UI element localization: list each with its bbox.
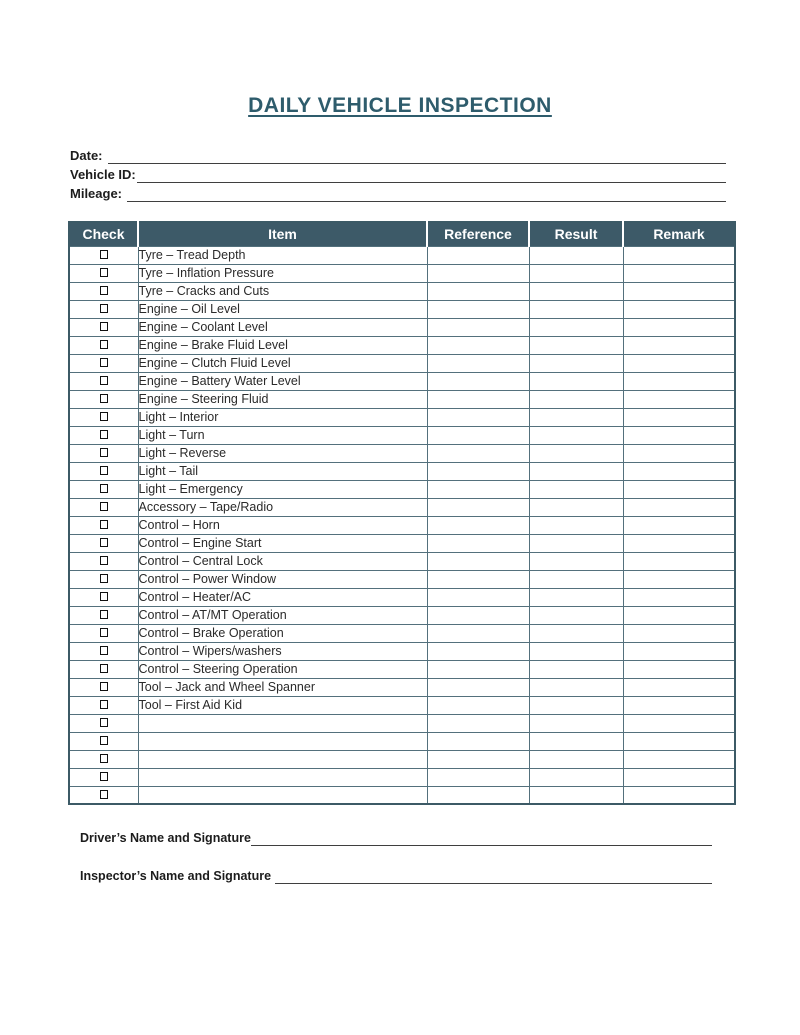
- checkbox-icon[interactable]: [100, 268, 108, 277]
- item-cell: Engine – Oil Level: [138, 300, 427, 318]
- result-cell[interactable]: [529, 588, 623, 606]
- result-cell[interactable]: [529, 642, 623, 660]
- checkbox-icon[interactable]: [100, 574, 108, 583]
- result-cell[interactable]: [529, 786, 623, 804]
- checkbox-icon[interactable]: [100, 304, 108, 313]
- checkbox-icon[interactable]: [100, 592, 108, 601]
- table-row: [69, 354, 735, 372]
- table-row: [69, 498, 735, 516]
- reference-cell[interactable]: [427, 282, 529, 300]
- item-cell: Control – Engine Start: [138, 534, 427, 552]
- item-cell: Control – Power Window: [138, 570, 427, 588]
- table-row: [69, 390, 735, 408]
- inspector-signature-row: [80, 867, 712, 884]
- reference-cell[interactable]: [427, 750, 529, 768]
- reference-cell[interactable]: [427, 336, 529, 354]
- item-cell: Tyre – Inflation Pressure: [138, 264, 427, 282]
- check-cell: [69, 444, 138, 462]
- remark-cell[interactable]: [623, 660, 735, 678]
- reference-cell[interactable]: [427, 300, 529, 318]
- result-cell[interactable]: [529, 570, 623, 588]
- column-header-remark: Remark: [623, 222, 735, 246]
- remark-cell[interactable]: [623, 498, 735, 516]
- result-cell[interactable]: [529, 264, 623, 282]
- table-row: [69, 300, 735, 318]
- check-cell: [69, 498, 138, 516]
- item-cell: Control – Wipers/washers: [138, 642, 427, 660]
- column-header-reference: Reference: [427, 222, 529, 246]
- result-cell[interactable]: [529, 336, 623, 354]
- remark-cell[interactable]: [623, 678, 735, 696]
- item-cell: Tyre – Cracks and Cuts: [138, 282, 427, 300]
- reference-cell[interactable]: [427, 372, 529, 390]
- checkbox-icon[interactable]: [100, 430, 108, 439]
- reference-cell[interactable]: [427, 390, 529, 408]
- table-row: [69, 768, 735, 786]
- checkbox-icon[interactable]: [100, 556, 108, 565]
- reference-cell[interactable]: [427, 516, 529, 534]
- remark-cell[interactable]: [623, 426, 735, 444]
- inspection-table: [68, 221, 736, 805]
- table-row: [69, 624, 735, 642]
- remark-cell[interactable]: [623, 642, 735, 660]
- check-cell: [69, 624, 138, 642]
- date-label: Date:: [70, 148, 103, 163]
- item-cell: Engine – Brake Fluid Level: [138, 336, 427, 354]
- item-cell: Control – AT/MT Operation: [138, 606, 427, 624]
- checkbox-icon[interactable]: [100, 286, 108, 295]
- remark-cell[interactable]: [623, 696, 735, 714]
- remark-cell[interactable]: [623, 246, 735, 264]
- item-cell: Tool – First Aid Kid: [138, 696, 427, 714]
- remark-cell[interactable]: [623, 588, 735, 606]
- remark-cell[interactable]: [623, 768, 735, 786]
- reference-cell[interactable]: [427, 786, 529, 804]
- item-cell: [138, 750, 427, 768]
- table-row: [69, 282, 735, 300]
- table-row: [69, 786, 735, 804]
- driver-signature-label: Driver’s Name and Signature: [80, 831, 251, 845]
- result-cell[interactable]: [529, 534, 623, 552]
- checkbox-icon[interactable]: [100, 502, 108, 511]
- result-cell[interactable]: [529, 318, 623, 336]
- checkbox-icon[interactable]: [100, 466, 108, 475]
- reference-cell[interactable]: [427, 426, 529, 444]
- check-cell: [69, 336, 138, 354]
- item-cell: Light – Tail: [138, 462, 427, 480]
- item-cell: Tyre – Tread Depth: [138, 246, 427, 264]
- item-cell: Engine – Steering Fluid: [138, 390, 427, 408]
- checkbox-icon[interactable]: [100, 790, 108, 799]
- remark-cell[interactable]: [623, 372, 735, 390]
- inspection-table-body: [69, 246, 735, 804]
- vehicle-id-fill-line[interactable]: [137, 168, 726, 183]
- table-row: [69, 660, 735, 678]
- checkbox-icon[interactable]: [100, 484, 108, 493]
- check-cell: [69, 264, 138, 282]
- check-cell: [69, 354, 138, 372]
- check-cell: [69, 714, 138, 732]
- result-cell[interactable]: [529, 606, 623, 624]
- result-cell[interactable]: [529, 696, 623, 714]
- item-cell: Control – Brake Operation: [138, 624, 427, 642]
- result-cell[interactable]: [529, 732, 623, 750]
- result-cell[interactable]: [529, 678, 623, 696]
- check-cell: [69, 678, 138, 696]
- table-row: [69, 732, 735, 750]
- item-cell: Engine – Clutch Fluid Level: [138, 354, 427, 372]
- driver-signature-line[interactable]: [251, 833, 712, 846]
- result-cell[interactable]: [529, 282, 623, 300]
- item-cell: Light – Interior: [138, 408, 427, 426]
- field-date: [70, 145, 726, 164]
- remark-cell[interactable]: [623, 300, 735, 318]
- column-header-item: Item: [138, 222, 427, 246]
- item-cell: [138, 714, 427, 732]
- reference-cell[interactable]: [427, 462, 529, 480]
- table-row: [69, 552, 735, 570]
- remark-cell[interactable]: [623, 552, 735, 570]
- reference-cell[interactable]: [427, 732, 529, 750]
- table-row: [69, 696, 735, 714]
- checkbox-icon[interactable]: [100, 394, 108, 403]
- inspector-signature-label: Inspector’s Name and Signature: [80, 869, 272, 883]
- reference-cell[interactable]: [427, 354, 529, 372]
- mileage-label: Mileage:: [70, 186, 123, 201]
- check-cell: [69, 318, 138, 336]
- result-cell[interactable]: [529, 750, 623, 768]
- remark-cell[interactable]: [623, 336, 735, 354]
- result-cell[interactable]: [529, 624, 623, 642]
- field-mileage: [70, 183, 726, 202]
- item-cell: Light – Emergency: [138, 480, 427, 498]
- reference-cell[interactable]: [427, 264, 529, 282]
- check-cell: [69, 534, 138, 552]
- remark-cell[interactable]: [623, 318, 735, 336]
- checkbox-icon[interactable]: [100, 412, 108, 421]
- table-row: [69, 264, 735, 282]
- reference-cell[interactable]: [427, 534, 529, 552]
- reference-cell[interactable]: [427, 624, 529, 642]
- column-header-check: Check: [69, 222, 138, 246]
- item-cell: Engine – Battery Water Level: [138, 372, 427, 390]
- result-cell[interactable]: [529, 444, 623, 462]
- check-cell: [69, 426, 138, 444]
- remark-cell[interactable]: [623, 444, 735, 462]
- checkbox-icon[interactable]: [100, 664, 108, 673]
- table-row: [69, 246, 735, 264]
- check-cell: [69, 588, 138, 606]
- checkbox-icon[interactable]: [100, 736, 108, 745]
- checkbox-icon[interactable]: [100, 376, 108, 385]
- header-row: [69, 222, 735, 246]
- remark-cell[interactable]: [623, 732, 735, 750]
- table-row: [69, 642, 735, 660]
- remark-cell[interactable]: [623, 462, 735, 480]
- table-row: [69, 606, 735, 624]
- reference-cell[interactable]: [427, 498, 529, 516]
- item-cell: Light – Reverse: [138, 444, 427, 462]
- table-row: [69, 426, 735, 444]
- reference-cell[interactable]: [427, 678, 529, 696]
- remark-cell[interactable]: [623, 516, 735, 534]
- checkbox-icon[interactable]: [100, 646, 108, 655]
- table-row: [69, 534, 735, 552]
- check-cell: [69, 786, 138, 804]
- reference-cell[interactable]: [427, 714, 529, 732]
- table-row: [69, 462, 735, 480]
- remark-cell[interactable]: [623, 624, 735, 642]
- item-cell: Control – Heater/AC: [138, 588, 427, 606]
- reference-cell[interactable]: [427, 408, 529, 426]
- result-cell[interactable]: [529, 480, 623, 498]
- result-cell[interactable]: [529, 462, 623, 480]
- check-cell: [69, 516, 138, 534]
- reference-cell[interactable]: [427, 696, 529, 714]
- check-cell: [69, 732, 138, 750]
- result-cell[interactable]: [529, 498, 623, 516]
- reference-cell[interactable]: [427, 570, 529, 588]
- check-cell: [69, 372, 138, 390]
- check-cell: [69, 750, 138, 768]
- reference-cell[interactable]: [427, 246, 529, 264]
- checkbox-icon[interactable]: [100, 682, 108, 691]
- table-row: [69, 408, 735, 426]
- check-cell: [69, 552, 138, 570]
- remark-cell[interactable]: [623, 606, 735, 624]
- check-cell: [69, 696, 138, 714]
- remark-cell[interactable]: [623, 570, 735, 588]
- remark-cell[interactable]: [623, 786, 735, 804]
- check-cell: [69, 282, 138, 300]
- table-row: [69, 336, 735, 354]
- item-cell: Accessory – Tape/Radio: [138, 498, 427, 516]
- field-vehicle-id: [70, 164, 726, 183]
- checkbox-icon[interactable]: [100, 628, 108, 637]
- header-fields: [70, 145, 726, 202]
- page-title: DAILY VEHICLE INSPECTION: [248, 94, 552, 117]
- table-row: [69, 750, 735, 768]
- result-cell[interactable]: [529, 426, 623, 444]
- check-cell: [69, 300, 138, 318]
- check-cell: [69, 390, 138, 408]
- inspector-signature-line[interactable]: [275, 871, 712, 884]
- table-row: [69, 714, 735, 732]
- checkbox-icon[interactable]: [100, 700, 108, 709]
- check-cell: [69, 462, 138, 480]
- table-row: [69, 516, 735, 534]
- reference-cell[interactable]: [427, 660, 529, 678]
- checkbox-icon[interactable]: [100, 754, 108, 763]
- check-cell: [69, 768, 138, 786]
- check-cell: [69, 606, 138, 624]
- table-row: [69, 480, 735, 498]
- item-cell: [138, 768, 427, 786]
- result-cell[interactable]: [529, 390, 623, 408]
- checkbox-icon[interactable]: [100, 358, 108, 367]
- signature-block: [80, 829, 712, 884]
- remark-cell[interactable]: [623, 480, 735, 498]
- result-cell[interactable]: [529, 714, 623, 732]
- result-cell[interactable]: [529, 300, 623, 318]
- checkbox-icon[interactable]: [100, 340, 108, 349]
- item-cell: Control – Central Lock: [138, 552, 427, 570]
- item-cell: [138, 732, 427, 750]
- check-cell: [69, 570, 138, 588]
- remark-cell[interactable]: [623, 408, 735, 426]
- check-cell: [69, 246, 138, 264]
- result-cell[interactable]: [529, 660, 623, 678]
- reference-cell[interactable]: [427, 768, 529, 786]
- result-cell[interactable]: [529, 552, 623, 570]
- checkbox-icon[interactable]: [100, 718, 108, 727]
- reference-cell[interactable]: [427, 318, 529, 336]
- item-cell: Control – Horn: [138, 516, 427, 534]
- table-row: [69, 372, 735, 390]
- checkbox-icon[interactable]: [100, 610, 108, 619]
- checkbox-icon[interactable]: [100, 250, 108, 259]
- remark-cell[interactable]: [623, 282, 735, 300]
- checkbox-icon[interactable]: [100, 538, 108, 547]
- result-cell[interactable]: [529, 768, 623, 786]
- reference-cell[interactable]: [427, 552, 529, 570]
- reference-cell[interactable]: [427, 606, 529, 624]
- table-row: [69, 318, 735, 336]
- checkbox-icon[interactable]: [100, 322, 108, 331]
- remark-cell[interactable]: [623, 264, 735, 282]
- remark-cell[interactable]: [623, 390, 735, 408]
- mileage-fill-line[interactable]: [127, 187, 726, 202]
- item-cell: [138, 786, 427, 804]
- checkbox-icon[interactable]: [100, 448, 108, 457]
- table-row: [69, 588, 735, 606]
- reference-cell[interactable]: [427, 642, 529, 660]
- remark-cell[interactable]: [623, 750, 735, 768]
- table-row: [69, 570, 735, 588]
- reference-cell[interactable]: [427, 480, 529, 498]
- checkbox-icon[interactable]: [100, 520, 108, 529]
- reference-cell[interactable]: [427, 588, 529, 606]
- remark-cell[interactable]: [623, 534, 735, 552]
- driver-signature-row: [80, 829, 712, 846]
- column-header-result: Result: [529, 222, 623, 246]
- item-cell: Control – Steering Operation: [138, 660, 427, 678]
- table-row: [69, 444, 735, 462]
- result-cell[interactable]: [529, 246, 623, 264]
- result-cell[interactable]: [529, 354, 623, 372]
- inspection-table-header: [69, 222, 735, 246]
- checkbox-icon[interactable]: [100, 772, 108, 781]
- vehicle-id-label: Vehicle ID:: [70, 167, 136, 182]
- item-cell: Light – Turn: [138, 426, 427, 444]
- check-cell: [69, 480, 138, 498]
- result-cell[interactable]: [529, 372, 623, 390]
- table-row: [69, 678, 735, 696]
- remark-cell[interactable]: [623, 714, 735, 732]
- item-cell: Tool – Jack and Wheel Spanner: [138, 678, 427, 696]
- result-cell[interactable]: [529, 516, 623, 534]
- date-fill-line[interactable]: [108, 149, 726, 164]
- check-cell: [69, 660, 138, 678]
- reference-cell[interactable]: [427, 444, 529, 462]
- check-cell: [69, 408, 138, 426]
- result-cell[interactable]: [529, 408, 623, 426]
- remark-cell[interactable]: [623, 354, 735, 372]
- check-cell: [69, 642, 138, 660]
- item-cell: Engine – Coolant Level: [138, 318, 427, 336]
